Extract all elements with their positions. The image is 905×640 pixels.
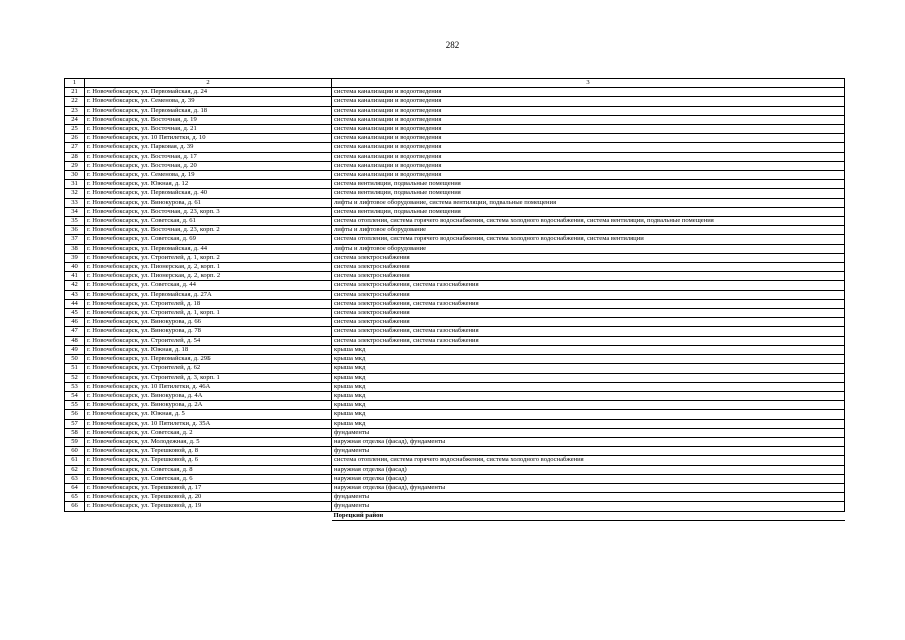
row-works: система электроснабжения [332,290,845,299]
row-address: г. Новочебоксарск, ул. Винокурова, д. 4А [85,391,332,400]
row-works: крыша мкд [332,419,845,428]
row-number: 44 [65,299,85,308]
row-address: г. Новочебоксарск, ул. Южная, д. 12 [85,180,332,189]
row-address: г. Новочебоксарск, ул. Терешковой, д. 17 [85,483,332,492]
row-number: 53 [65,382,85,391]
table-row [65,272,845,281]
table-row [65,263,845,272]
table-row [65,336,845,345]
row-address: г. Новочебоксарск, ул. Строителей, д. 62 [85,364,332,373]
row-works: система электроснабжения, система газоснабжения [332,281,845,290]
row-works: система отопления, система горячего водоснабжения, система холодного водоснабжения [332,456,845,465]
row-works: система электроснабжения [332,272,845,281]
row-number: 45 [65,309,85,318]
row-works: крыша мкд [332,373,845,382]
row-address: г. Новочебоксарск, ул. Советская, д. 44 [85,281,332,290]
row-works: система канализации и водоотведения [332,125,845,134]
table-row [65,171,845,180]
row-works: система канализации и водоотведения [332,143,845,152]
row-number: 41 [65,272,85,281]
table-row [65,410,845,419]
table-row [65,428,845,437]
row-address: г. Новочебоксарск, ул. 10 Пятилетки, д. 10 [85,134,332,143]
row-works: крыша мкд [332,401,845,410]
row-works: система канализации и водоотведения [332,115,845,124]
row-works: система канализации и водоотведения [332,88,845,97]
table-row [65,373,845,382]
table-row [65,401,845,410]
row-works: наружная отделка (фасад), фундаменты [332,437,845,446]
row-address: г. Новочебоксарск, ул. Восточная, д. 17 [85,152,332,161]
row-works: фундаменты [332,447,845,456]
row-number: 46 [65,318,85,327]
row-works: лифты и лифтовое оборудование [332,244,845,253]
table-row [65,125,845,134]
row-address: г. Новочебоксарск, ул. Молодежная, д. 5 [85,437,332,446]
row-works: крыша мкд [332,391,845,400]
row-works: крыша мкд [332,410,845,419]
row-address: г. Новочебоксарск, ул. Первомайская, д. 40 [85,189,332,198]
table-row [65,299,845,308]
table-row [65,502,845,511]
row-number: 43 [65,290,85,299]
row-works: система канализации и водоотведения [332,106,845,115]
table-row [65,244,845,253]
row-number: 59 [65,437,85,446]
table-row [65,447,845,456]
row-works: система электроснабжения, система газоснабжения [332,327,845,336]
section-empty-cell [65,511,85,520]
page-number: 282 [445,40,460,50]
table-row [65,355,845,364]
row-works: система канализации и водоотведения [332,171,845,180]
section-row [65,511,845,520]
row-address: г. Новочебоксарск, ул. Терешковой, д. 20 [85,493,332,502]
row-works: лифты и лифтовое оборудование [332,226,845,235]
row-number: 48 [65,336,85,345]
section-empty-cell [85,511,332,520]
table-row [65,143,845,152]
row-address: г. Новочебоксарск, ул. Советская, д. 2 [85,428,332,437]
table-row [65,115,845,124]
table-row [65,465,845,474]
row-address: г. Новочебоксарск, ул. Восточная, д. 19 [85,115,332,124]
row-address: г. Новочебоксарск, ул. Терешковой, д. 19 [85,502,332,511]
table-row [65,180,845,189]
row-number: 33 [65,198,85,207]
row-number: 54 [65,391,85,400]
row-address: г. Новочебоксарск, ул. Восточная, д. 20 [85,161,332,170]
row-number: 60 [65,447,85,456]
row-number: 35 [65,217,85,226]
table-row [65,235,845,244]
row-works: крыша мкд [332,364,845,373]
row-works: система электроснабжения [332,253,845,262]
table-row [65,189,845,198]
row-address: г. Новочебоксарск, ул. Первомайская, д. 44 [85,244,332,253]
row-address: г. Новочебоксарск, ул. Строителей, д. 1, корп. 2 [85,253,332,262]
row-address: г. Новочебоксарск, ул. Строителей, д. 54 [85,336,332,345]
table-row [65,106,845,115]
row-number: 50 [65,355,85,364]
row-number: 61 [65,456,85,465]
table-row [65,483,845,492]
table-row [65,437,845,446]
row-works: фундаменты [332,493,845,502]
table-row [65,217,845,226]
row-works: крыша мкд [332,355,845,364]
row-address: г. Новочебоксарск, ул. Советская, д. 61 [85,217,332,226]
row-number: 23 [65,106,85,115]
section-title: Порецкий район [332,511,845,520]
table-row [65,97,845,106]
table-row [65,134,845,143]
table-row [65,207,845,216]
table-row [65,161,845,170]
table-row [65,281,845,290]
header-col-2: 2 [85,79,332,88]
row-works: лифты и лифтовое оборудование, система вентиляции, подвальные помещения [332,198,845,207]
row-address: г. Новочебоксарск, ул. Винокурова, д. 78 [85,327,332,336]
row-works: система канализации и водоотведения [332,134,845,143]
row-number: 65 [65,493,85,502]
table-body [65,88,845,521]
row-works: система отопления, система горячего водоснабжения, система холодного водоснабжения, система вентиляции [332,235,845,244]
row-works: фундаменты [332,428,845,437]
row-number: 34 [65,207,85,216]
row-number: 47 [65,327,85,336]
table-row [65,290,845,299]
row-number: 27 [65,143,85,152]
row-address: г. Новочебоксарск, ул. Советская, д. 8 [85,465,332,474]
row-number: 28 [65,152,85,161]
row-number: 63 [65,474,85,483]
table-header-row [65,79,845,88]
table-row [65,391,845,400]
table-row [65,474,845,483]
row-works: система электроснабжения [332,309,845,318]
row-works: система канализации и водоотведения [332,161,845,170]
row-address: г. Новочебоксарск, ул. Восточная, д. 21 [85,125,332,134]
table-row [65,419,845,428]
row-works: фундаменты [332,502,845,511]
row-address: г. Новочебоксарск, ул. Восточная, д. 23, корп. 3 [85,207,332,216]
row-address: г. Новочебоксарск, ул. Терешковой, д. 6 [85,456,332,465]
row-number: 66 [65,502,85,511]
table-row [65,382,845,391]
row-number: 49 [65,345,85,354]
row-works: система отопления, система горячего водоснабжения, система холодного водоснабжения, система вентиляции, подвальные помещения [332,217,845,226]
row-works: система вентиляции, подвальные помещения [332,180,845,189]
table-row [65,88,845,97]
header-col-3: 3 [332,79,845,88]
row-works: крыша мкд [332,382,845,391]
row-works: система вентиляции, подвальные помещения [332,207,845,216]
row-address: г. Новочебоксарск, ул. Первомайская, д. 27А [85,290,332,299]
row-number: 26 [65,134,85,143]
row-address: г. Новочебоксарск, ул. Советская, д. 69 [85,235,332,244]
row-works: крыша мкд [332,345,845,354]
row-number: 31 [65,180,85,189]
table-row [65,152,845,161]
row-number: 38 [65,244,85,253]
row-works: наружная отделка (фасад), фундаменты [332,483,845,492]
row-number: 62 [65,465,85,474]
row-works: наружная отделка (фасад) [332,474,845,483]
row-number: 51 [65,364,85,373]
table-row [65,364,845,373]
row-works: система канализации и водоотведения [332,152,845,161]
row-address: г. Новочебоксарск, ул. Первомайская, д. 29Б [85,355,332,364]
row-address: г. Новочебоксарск, ул. Винокурова, д. 2А [85,401,332,410]
row-address: г. Новочебоксарск, ул. 10 Пятилетки, д. 46А [85,382,332,391]
row-number: 32 [65,189,85,198]
row-number: 40 [65,263,85,272]
row-address: г. Новочебоксарск, ул. Пионерская, д. 2, корп. 2 [85,272,332,281]
table-row [65,345,845,354]
table-row [65,456,845,465]
row-address: г. Новочебоксарск, ул. Советская, д. 6 [85,474,332,483]
row-number: 52 [65,373,85,382]
table-row [65,309,845,318]
row-works: система электроснабжения [332,318,845,327]
row-number: 36 [65,226,85,235]
row-works: наружная отделка (фасад) [332,465,845,474]
row-address: г. Новочебоксарск, ул. Первомайская, д. 18 [85,106,332,115]
row-number: 57 [65,419,85,428]
row-number: 22 [65,97,85,106]
row-address: г. Новочебоксарск, ул. Винокурова, д. 61 [85,198,332,207]
row-address: г. Новочебоксарск, ул. Восточная, д. 23, корп. 2 [85,226,332,235]
row-number: 39 [65,253,85,262]
row-number: 25 [65,125,85,134]
row-works: система электроснабжения, система газоснабжения [332,299,845,308]
row-number: 30 [65,171,85,180]
row-address: г. Новочебоксарск, ул. Первомайская, д. 24 [85,88,332,97]
row-address: г. Новочебоксарск, ул. Винокурова, д. 66 [85,318,332,327]
table-row [65,318,845,327]
row-address: г. Новочебоксарск, ул. Строителей, д. 18 [85,299,332,308]
row-number: 29 [65,161,85,170]
address-table [64,78,845,521]
table-row [65,493,845,502]
table-row [65,327,845,336]
row-address: г. Новочебоксарск, ул. Терешковой, д. 8 [85,447,332,456]
row-address: г. Новочебоксарск, ул. Пионерская, д. 2, корп. 1 [85,263,332,272]
row-address: г. Новочебоксарск, ул. Парковая, д. 39 [85,143,332,152]
row-address: г. Новочебоксарск, ул. Строителей, д. 1, корп. 1 [85,309,332,318]
row-number: 56 [65,410,85,419]
row-address: г. Новочебоксарск, ул. Семенова, д. 39 [85,97,332,106]
row-works: система электроснабжения [332,263,845,272]
row-address: г. Новочебоксарск, ул. 10 Пятилетки, д. 35А [85,419,332,428]
row-number: 21 [65,88,85,97]
row-works: система электроснабжения, система газоснабжения [332,336,845,345]
table-row [65,226,845,235]
row-address: г. Новочебоксарск, ул. Строителей, д. 3, корп. 1 [85,373,332,382]
row-works: система канализации и водоотведения [332,97,845,106]
row-number: 55 [65,401,85,410]
row-address: г. Новочебоксарск, ул. Южная, д. 18 [85,345,332,354]
row-address: г. Новочебоксарск, ул. Семенова, д. 19 [85,171,332,180]
row-number: 58 [65,428,85,437]
row-works: система вентиляции, подвальные помещения [332,189,845,198]
row-address: г. Новочебоксарск, ул. Южная, д. 5 [85,410,332,419]
header-col-1: 1 [65,79,85,88]
row-number: 42 [65,281,85,290]
table-row [65,253,845,262]
row-number: 64 [65,483,85,492]
table-row [65,198,845,207]
row-number: 37 [65,235,85,244]
row-number: 24 [65,115,85,124]
